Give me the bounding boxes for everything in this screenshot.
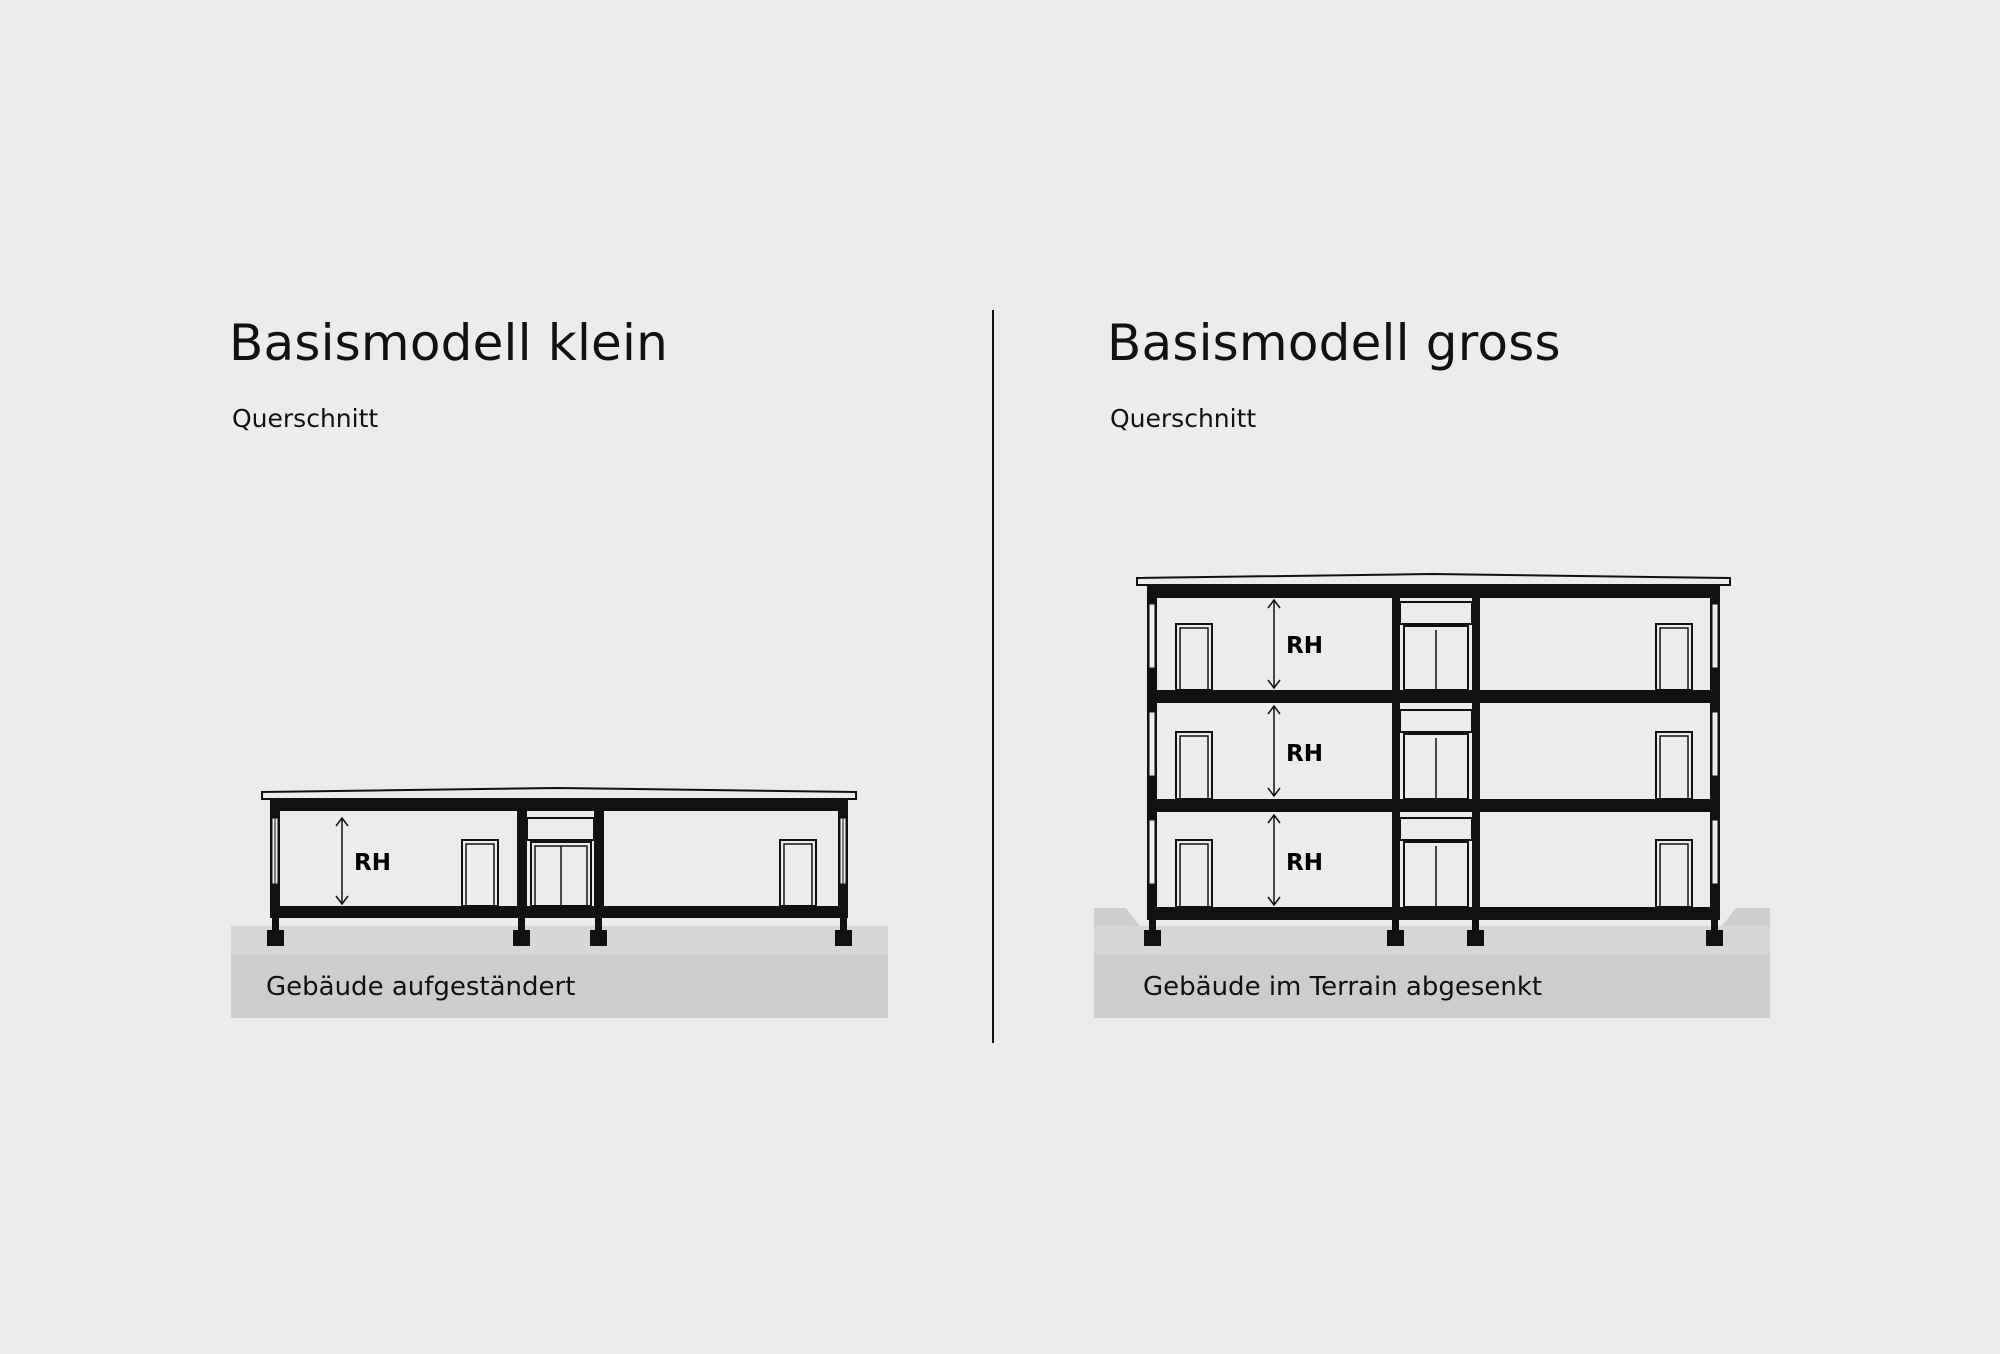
storey-1 [1147,598,1720,690]
panel-divider [992,310,994,1043]
room-height-label-left: RH [354,850,391,876]
storey-3 [1147,812,1720,907]
door-left-2 [780,840,816,906]
left-ground-label: Gebäude aufgeständert [266,972,576,1002]
room-height-arrows-right [1268,600,1280,905]
door-left-1 [462,840,498,906]
right-title: Basismodell gross [1107,314,1561,372]
floor-slab-left [270,906,848,918]
roof-left [262,788,856,799]
roof-right [1137,574,1730,585]
right-cross-section [1094,570,1774,1020]
floor-slabs-right [1147,690,1720,920]
storey-2 [1147,703,1720,799]
right-subtitle: Querschnitt [1110,404,1257,433]
room-height-arrow-left [336,818,348,904]
room-height-label-right-2: RH [1286,741,1323,767]
room-height-label-right-1: RH [1286,633,1323,659]
left-title: Basismodell klein [229,314,668,372]
right-ground-label: Gebäude im Terrain abgesenkt [1143,972,1543,1002]
room-height-label-right-3: RH [1286,850,1323,876]
left-subtitle: Querschnitt [232,404,379,433]
